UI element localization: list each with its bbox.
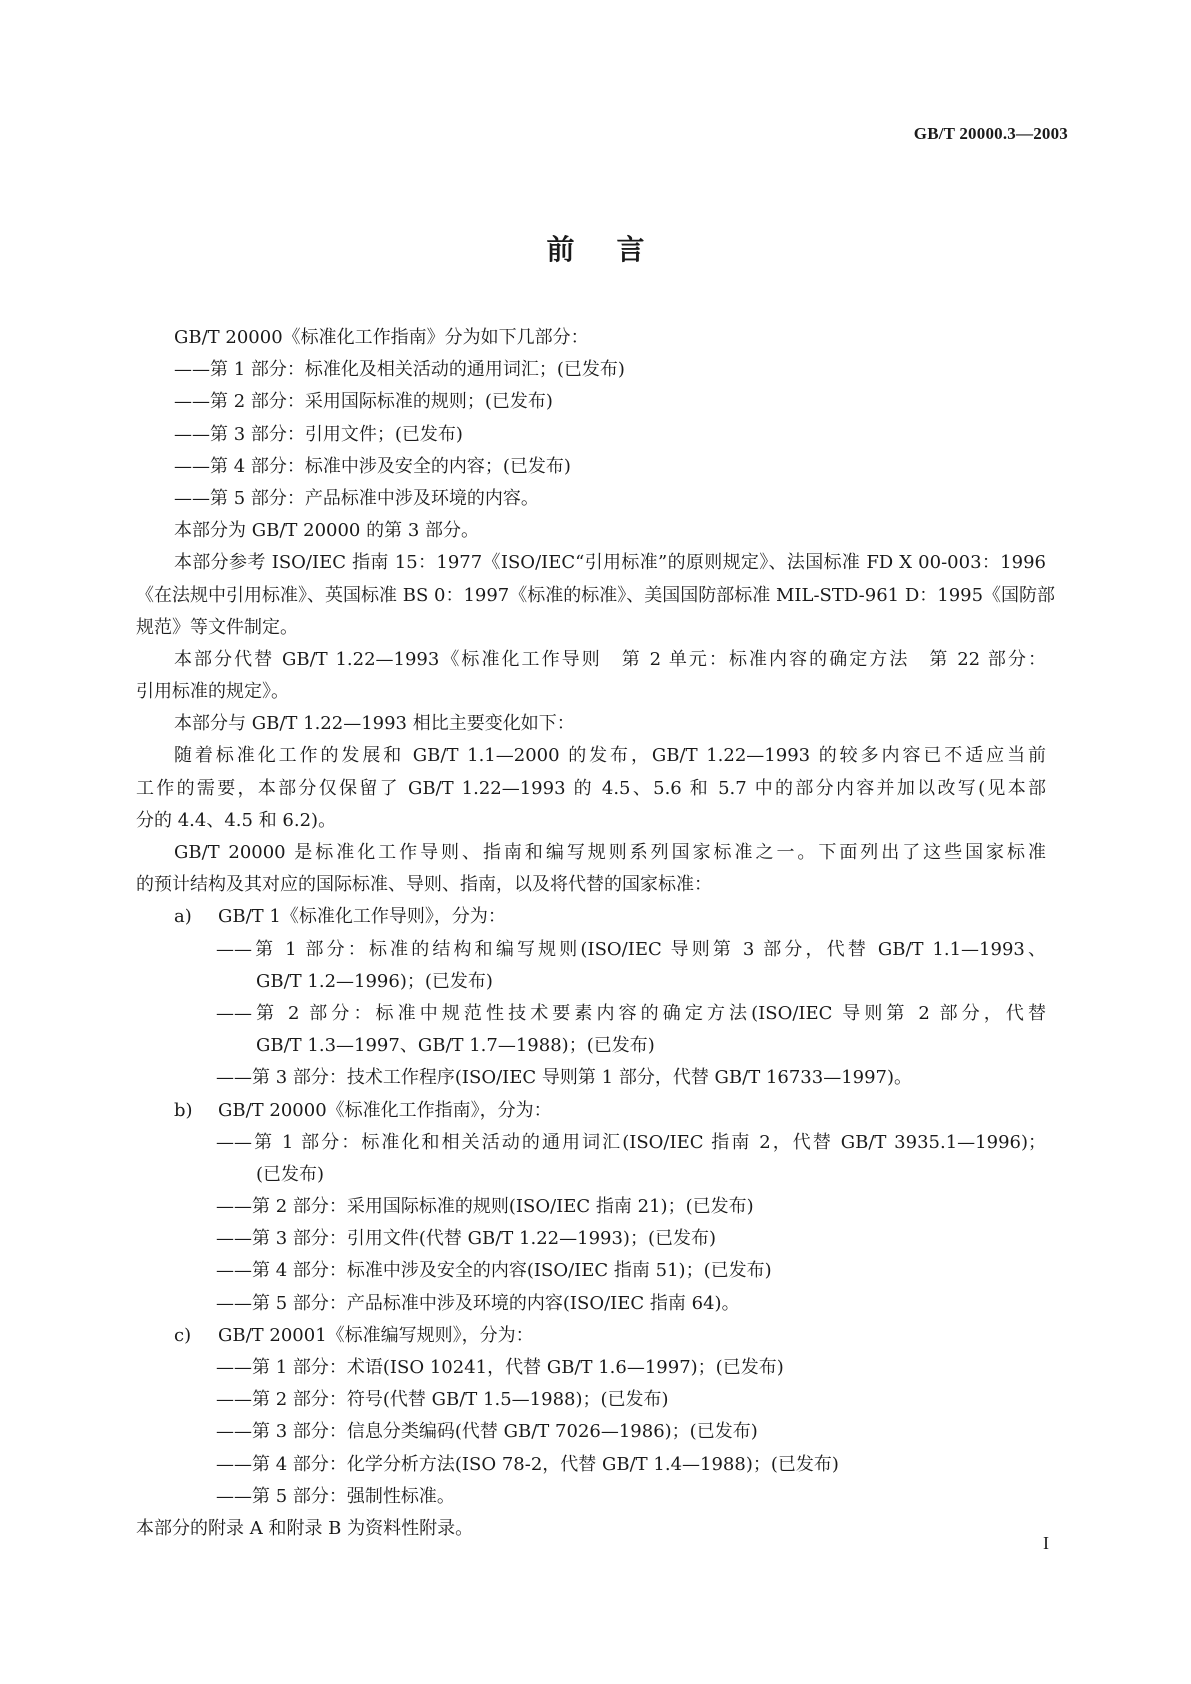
line-text: 分的 4.4、4.5 和 6.2)。 — [136, 809, 337, 831]
line-text: 《在法规中引用标准》、英国标准 BS 0：1997《标准的标准》、美国国防部标准 MIL-STD-961 D：1995《国防部 — [136, 584, 1056, 606]
line-text: ——第 1 部分：术语(ISO 10241，代替 GB/T 1.6—1997)；(已发布) — [216, 1357, 784, 1378]
line-text: ——第 2 部分：标准中规范性技术要素内容的确定方法(ISO/IEC 导则第 2 部分，代替 — [216, 1002, 1046, 1024]
list-item-heading — [174, 1320, 1046, 1352]
foreword-body — [136, 322, 1056, 1545]
text-line — [174, 547, 1046, 579]
line-text: ——第 4 部分：化学分析方法(ISO 78-2，代替 GB/T 1.4—1988)；(已发布) — [216, 1453, 839, 1475]
line-text: 随着标准化工作的发展和 GB/T 1.1—2000 的发布，GB/T 1.22—1993 的较多内容已不适应当前 — [174, 745, 1046, 767]
text-line — [174, 708, 1046, 740]
text-line — [136, 773, 1046, 805]
line-text: ——第 1 部分：标准的结构和编写规则(ISO/IEC 导则第 3 部分，代替 GB/T 1.1—1993、 — [216, 938, 1046, 960]
line-text: ——第 2 部分：采用国际标准的规则(ISO/IEC 指南 21)；(已发布) — [216, 1196, 754, 1218]
text-line — [174, 1288, 1046, 1320]
line-text: ——第 1 部分：标准化和相关活动的通用词汇(ISO/IEC 指南 2，代替 GB/T 3935.1—1996)； — [216, 1131, 1046, 1153]
line-text: 本部分代替 GB/T 1.22—1993《标准化工作导则 第 2 单元：标准内容的确定方法 第 22 部分： — [174, 648, 1046, 670]
list-item-label: c) — [174, 1324, 192, 1346]
line-text: 的预计结构及其对应的国际标准、导则、指南，以及将代替的国家标准： — [136, 874, 712, 896]
text-line — [174, 1255, 1046, 1287]
line-text: GB/T 1《标准化工作导则》，分为： — [218, 906, 506, 928]
text-line — [174, 1159, 1046, 1191]
line-text: GB/T 1.3—1997、GB/T 1.7—1988)；(已发布) — [256, 1035, 655, 1057]
text-line — [174, 322, 1046, 354]
text-line — [136, 676, 1046, 708]
text-line — [174, 1062, 1046, 1094]
line-text: 规范》等文件制定。 — [136, 616, 298, 638]
text-line — [136, 869, 1046, 901]
line-text: 工作的需要，本部分仅保留了 GB/T 1.22—1993 的 4.5、5.6 和 5.7 中的部分内容并加以改写(见本部 — [136, 777, 1046, 799]
page-title: 前言 — [546, 233, 687, 266]
text-line — [174, 1191, 1046, 1223]
text-line — [174, 1352, 1046, 1384]
line-text: 本部分参考 ISO/IEC 指南 15：1977《ISO/IEC“引用标准”的原则规定》、法国标准 FD X 00-003：1996 — [174, 552, 1046, 574]
line-text: GB/T 20000《标准化工作指南》分为如下几部分： — [174, 327, 589, 348]
text-line — [174, 966, 1046, 998]
text-line — [174, 1127, 1046, 1159]
text-line — [136, 1513, 1046, 1545]
list-item-heading — [174, 901, 1046, 933]
text-line — [174, 1481, 1046, 1513]
text-line — [174, 934, 1046, 966]
text-line — [174, 837, 1046, 869]
line-text: ——第 4 部分：标准中涉及安全的内容；(已发布) — [174, 455, 571, 477]
line-text: GB/T 20000 是标准化工作导则、指南和编写规则系列国家标准之一。下面列出了这些国家标准 — [174, 842, 1046, 863]
line-text: 引用标准的规定》。 — [136, 681, 289, 703]
line-text: GB/T 20000《标准化工作指南》，分为： — [218, 1099, 552, 1121]
text-line — [174, 644, 1046, 676]
text-line — [174, 1030, 1046, 1062]
text-line — [136, 612, 1046, 644]
list-item-label: b) — [174, 1099, 193, 1121]
text-line — [136, 805, 1046, 837]
line-text: ——第 3 部分：引用文件；(已发布) — [174, 423, 463, 445]
list-item-heading — [174, 1095, 1046, 1127]
text-line — [174, 354, 1046, 386]
line-text: ——第 3 部分：信息分类编码(代替 GB/T 7026—1986)；(已发布) — [216, 1421, 758, 1443]
line-text: (已发布) — [256, 1163, 325, 1185]
line-text: GB/T 1.2—1996)；(已发布) — [256, 970, 493, 992]
line-text: ——第 4 部分：标准中涉及安全的内容(ISO/IEC 指南 51)；(已发布) — [216, 1260, 772, 1282]
text-line — [174, 515, 1046, 547]
text-line — [174, 419, 1046, 451]
text-line — [174, 1223, 1046, 1255]
text-line — [174, 1384, 1046, 1416]
document-code: GB/T 20000.3—2003 — [913, 124, 1068, 143]
line-text: ——第 3 部分：技术工作程序(ISO/IEC 导则第 1 部分，代替 GB/T 16733—1997)。 — [216, 1067, 913, 1089]
line-text: ——第 2 部分：采用国际标准的规则；(已发布) — [174, 391, 553, 413]
text-line — [136, 580, 1056, 612]
text-line — [174, 998, 1046, 1030]
line-text: ——第 1 部分：标准化及相关活动的通用词汇；(已发布) — [174, 359, 625, 381]
line-text: 本部分与 GB/T 1.22—1993 相比主要变化如下： — [174, 713, 575, 735]
line-text: ——第 2 部分：符号(代替 GB/T 1.5—1988)；(已发布) — [216, 1389, 669, 1411]
text-line — [174, 740, 1046, 772]
text-line — [174, 451, 1046, 483]
line-text: ——第 3 部分：引用文件(代替 GB/T 1.22—1993)；(已发布) — [216, 1228, 716, 1250]
line-text: ——第 5 部分：产品标准中涉及环境的内容。 — [174, 487, 539, 509]
text-line — [174, 1449, 1046, 1481]
line-text: 本部分的附录 A 和附录 B 为资料性附录。 — [136, 1517, 474, 1539]
text-line — [174, 483, 1046, 515]
page-number: I — [1043, 1533, 1049, 1553]
line-text: GB/T 20001《标准编写规则》，分为： — [218, 1324, 534, 1346]
text-line — [174, 1416, 1046, 1448]
text-line — [174, 386, 1046, 418]
line-text: ——第 5 部分：产品标准中涉及环境的内容(ISO/IEC 指南 64)。 — [216, 1292, 740, 1314]
line-text: 本部分为 GB/T 20000 的第 3 部分。 — [174, 520, 479, 542]
list-item-label: a) — [174, 906, 192, 928]
line-text: ——第 5 部分：强制性标准。 — [216, 1485, 455, 1507]
